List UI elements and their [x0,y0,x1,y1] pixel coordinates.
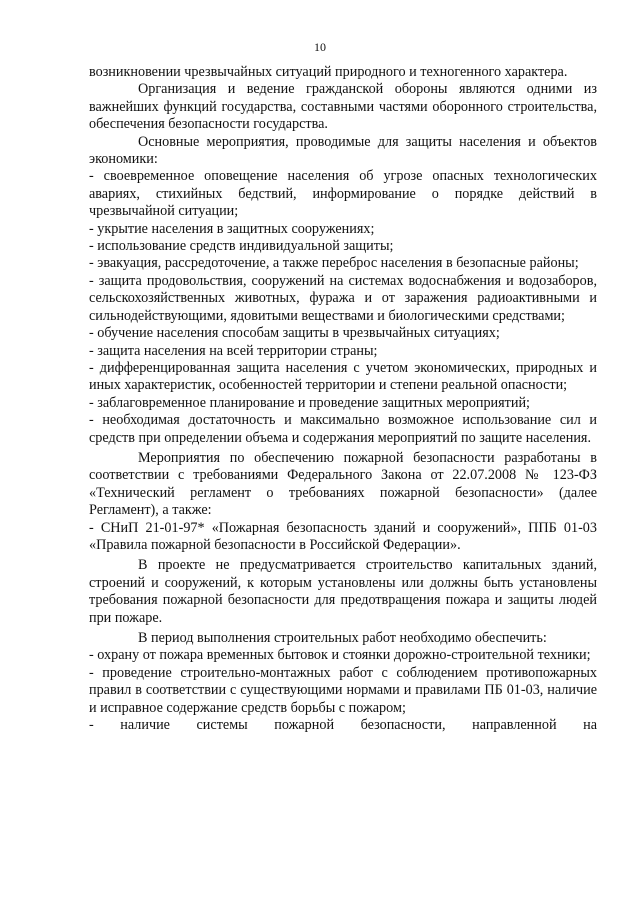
paragraph-fire-safety-regulations: Мероприятия по обеспечению пожарной безопасности разработаны в соответствии с требованиями Федерального Закона от 22.07.2008 № 123-ФЗ «Технический регламент о требованиях пожарной безопасности» (далее Регламент), а также: [89,449,597,519]
list-item-protective-equipment: - использование средств индивидуальной защиты; [89,238,394,255]
list-item-advance-planning: - заблаговременное планирование и проведение защитных мероприятий; [89,394,530,411]
paragraph-main-measures-intro: Основные мероприятия, проводимые для защиты населения и объектов экономики: [89,133,597,168]
list-item-snip-ppb: - СНиП 21-01-97* «Пожарная безопасность зданий и сооружений», ППБ 01-03 «Правила пожарной безопасности в Российской Федерации». [89,519,597,553]
paragraph-construction-period-intro: В период выполнения строительных работ необходимо обеспечить: [138,630,547,646]
paragraph-no-capital-buildings: В проекте не предусматривается строительство капитальных зданий, строений и сооружений, к которым установлены или должны быть установлены требования пожарной безопасности для предотвращения пожара и защиты людей при пожаре. [89,557,597,626]
list-item-sufficiency: - необходимая достаточность и максимально возможное использование сил и средств при определении объема и содержания мероприятий по защите населения. [89,412,597,446]
list-item-fire-guarding: - охрану от пожара временных бытовок и стоянки дорожно-строительной техники; [89,647,591,664]
page-number: 10 [314,40,326,54]
list-item-training: - обучение населения способам защиты в чрезвычайных ситуациях; [89,325,500,342]
document-body [89,64,597,734]
list-item-evacuation: - эвакуация, рассредоточение, а также переброс населения в безопасные районы; [89,255,579,272]
list-item-differentiated-protection: - дифференцированная защита населения с учетом экономических, природных и иных характеристик, особенностей территории и степени реальной опасности; [89,359,597,394]
list-item-food-water-protection: - защита продовольствия, сооружений на системах водоснабжения и водозаборов, сельскохозяйственных животных, фуража и от заражения радиоактивными и сильнодействующими, ядовитыми веществами и биологическими средствами; [89,272,597,324]
list-item-notification: - своевременное оповещение населения об угрозе опасных технологических авариях, стихийных бедствий, информирование о порядке действий в чрезвычайной ситуации; [89,168,597,220]
list-item-shelter: - укрытие населения в защитных сооружениях; [89,220,375,237]
list-item-nationwide-protection: - защита населения на всей территории страны; [89,342,378,359]
paragraph-emergency-situations: возникновении чрезвычайных ситуаций природного и техногенного характера. [89,64,568,80]
list-item-fire-safety-system: - наличие системы пожарной безопасности, направленной на [89,717,597,734]
paragraph-civil-defense: Организация и ведение гражданской обороны являются одними из важнейших функций государства, составными частями оборонного строительства, обеспечения безопасности государства. [89,81,597,133]
list-item-installation-works: - проведение строительно-монтажных работ с соблюдением противопожарных правил в соответствии с существующими нормами и правилами ПБ 01-03, наличие и исправное содержание средств борьбы с пожаром; [89,664,597,716]
